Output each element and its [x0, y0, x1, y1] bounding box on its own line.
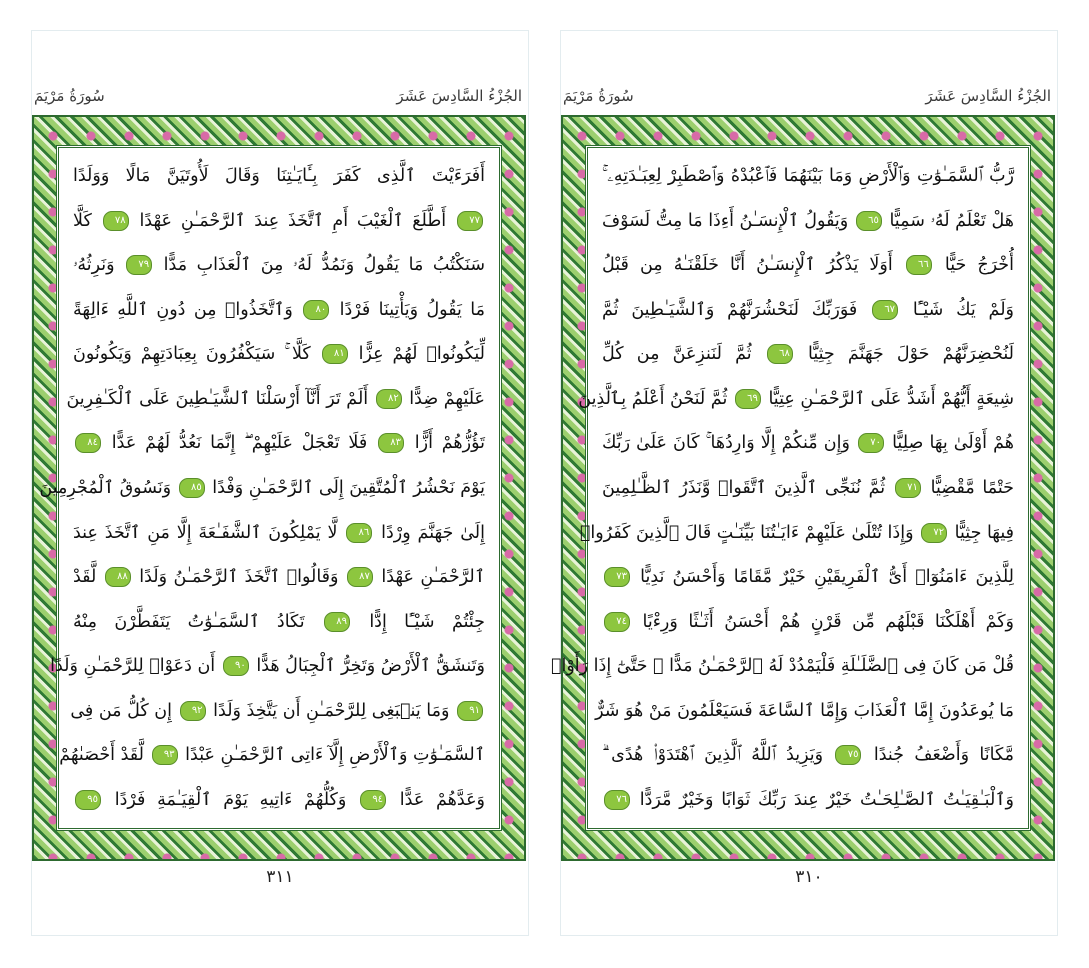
ayah-number-marker: ٧٨	[103, 211, 129, 231]
verse-line	[73, 602, 485, 642]
verse-text: ثُمَّ نُنَجِّى ٱلَّذِينَ ٱتَّقَوا۟ وَّنَذَرُ ٱلظَّـٰلِمِينَ	[602, 477, 886, 498]
verse-text: مَّكَانًا وَأَضْعَفُ جُندًا	[873, 745, 1014, 766]
verse-text: كَلَّا ۚ سَيَكْفُرُونَ بِعِبَادَتِهِمْ وَيَكُونُونَ	[73, 344, 311, 365]
ayah-number-marker: ٧٩	[126, 255, 152, 275]
ayah-number-marker: ٧٧	[457, 211, 483, 231]
verse-line	[73, 334, 485, 374]
ayah-number-marker: ٨٨	[105, 567, 131, 587]
page-number: ٣١١	[266, 867, 294, 887]
verse-text: لَّقَدْ أَحْصَىٰهُمْ	[59, 745, 144, 766]
verse-line	[602, 735, 1014, 775]
text-area	[39, 145, 502, 831]
verse-text: عَلَيْهِمْ ضِدًّا	[409, 388, 485, 409]
verse-text: وَيَزِيدُ ٱللَّهُ ٱلَّذِينَ ٱهْتَدَوْا۟ هُدًى ۗ	[602, 745, 824, 766]
surah-name-header: سُورَةُ مَرْيَمَ	[34, 87, 105, 105]
ornamental-frame	[32, 115, 526, 861]
ayah-number-marker: ٧٦	[604, 790, 630, 810]
verse-text: فَوَرَبِّكَ لَنَحْشُرَنَّهُمْ وَٱلشَّيَـٰطِينَ ثُمَّ	[602, 299, 858, 320]
verse-line	[602, 780, 1014, 820]
verse-text: كَلَّا	[73, 210, 92, 231]
verse-text: شِيعَةٍ أَيُّهُمْ أَشَدُّ عَلَى ٱلرَّحْمَـٰنِ عِتِيًّا	[768, 388, 1014, 409]
juz-header: الجُزْءُ السَّادِسَ عَشَرَ	[925, 87, 1051, 105]
verse-line	[602, 156, 1014, 196]
verse-text: وَنَرِثُهُۥ	[73, 255, 115, 276]
verse-text: إِن كُلُّ مَن فِى	[70, 700, 172, 721]
verse-line	[50, 646, 485, 686]
verse-text: وَٱتَّخَذُوا۟ مِن دُونِ ٱللَّهِ ءَالِهَةً	[73, 299, 293, 320]
verse-text: فِيهَا جِثِيًّا	[954, 522, 1014, 543]
verse-line	[595, 691, 1014, 731]
juz-header: الجُزْءُ السَّادِسَ عَشَرَ	[396, 87, 522, 105]
verse-line	[602, 423, 1014, 463]
verse-text: ثُمَّ لَنَحْنُ أَعْلَمُ بِٱلَّذِينَ	[578, 388, 728, 409]
verse-text: حَتْمًا مَّقْضِيًّا	[930, 477, 1014, 498]
verse-text: ثُمَّ لَنَنزِعَنَّ مِن كُلِّ	[602, 344, 752, 365]
verse-line	[70, 691, 485, 731]
verse-text: لِّيَكُونُوا۟ لَهُمْ عِزًّا	[358, 344, 485, 365]
verse-text: أَن دَعَوْا۟ لِلرَّحْمَـٰنِ وَلَدًا	[50, 656, 216, 677]
verse-line	[73, 423, 485, 463]
ayah-number-marker: ٩٣	[152, 745, 178, 765]
verse-text: قُلْ مَن كَانَ فِى ٱلضَّلَـٰلَةِ فَلْيَمْدُدْ لَهُ ٱلرَّحْمَـٰنُ مَدًّا ۚ حَتَّىٰٓ إِذَا رَأَوْا۟	[550, 656, 1014, 677]
ayah-number-marker: ٩١	[457, 701, 483, 721]
verse-line	[550, 646, 1014, 686]
verse-line	[73, 290, 485, 330]
verse-line	[66, 379, 485, 419]
verse-line	[73, 245, 485, 285]
verse-text: أُخْرَجُ حَيًّا	[944, 255, 1014, 276]
verse-line	[602, 290, 1014, 330]
verse-line	[73, 156, 485, 196]
ayah-number-marker: ٧٠	[858, 433, 884, 453]
ayah-number-marker: ٩٥	[75, 790, 101, 810]
page-header	[561, 81, 1057, 111]
verse-text: وَإِن مِّنكُمْ إِلَّا وَارِدُهَا ۚ كَانَ عَلَىٰ رَبِّكَ	[602, 433, 850, 454]
verse-lines	[39, 156, 485, 820]
verse-text: ٱلسَّمَـٰوَٰتِ وَٱلْأَرْضِ إِلَّآ ءَاتِى ٱلرَّحْمَـٰنِ عَبْدًا	[185, 745, 485, 766]
verse-text: مَا يُوعَدُونَ إِمَّا ٱلْعَذَابَ وَإِمَّا ٱلسَّاعَةَ فَسَيَعْلَمُونَ مَنْ هُوَ شَرٌّ	[595, 700, 1014, 721]
verse-line	[59, 735, 485, 775]
verse-line	[73, 513, 485, 553]
verse-text: لَّا يَمْلِكُونَ ٱلشَّفَـٰعَةَ إِلَّا مَنِ ٱتَّخَذَ عِندَ	[73, 522, 338, 543]
verse-line	[602, 468, 1014, 508]
verse-text: وَكَمْ أَهْلَكْنَا قَبْلَهُم مِّن قَرْنٍ هُمْ أَحْسَنُ أَثَـٰثًا وَرِءْيًا	[642, 611, 1014, 632]
verse-text: لِلَّذِينَ ءَامَنُوٓا۟ أَىُّ ٱلْفَرِيقَيْنِ خَيْرٌ مَّقَامًا وَأَحْسَنُ نَدِيًّا	[640, 567, 1014, 588]
ayah-number-marker: ٧١	[895, 478, 921, 498]
ayah-number-marker: ٧٢	[921, 523, 947, 543]
verse-text: فَلَا تَعْجَلْ عَلَيْهِمْ ۖ إِنَّمَا نَعُدُّ لَهُمْ عَدًّا	[111, 433, 368, 454]
verse-text: تَكَادُ ٱلسَّمَـٰوَٰتُ يَتَفَطَّرْنَ مِنْهُ	[73, 611, 305, 632]
verse-line	[602, 334, 1014, 374]
verse-text: تَؤُزُّهُمْ أَزًّا	[414, 433, 485, 454]
ayah-number-marker: ٩٠	[223, 656, 249, 676]
verse-text: وَنَسُوقُ ٱلْمُجْرِمِينَ	[39, 477, 172, 498]
surah-name-header: سُورَةُ مَرْيَمَ	[563, 87, 634, 105]
ayah-number-marker: ٧٣	[604, 567, 630, 587]
ayah-number-marker: ٦٧	[872, 300, 898, 320]
ayah-number-marker: ٨٩	[324, 612, 350, 632]
ayah-number-marker: ٦٨	[767, 344, 793, 364]
ayah-number-marker: ٨٧	[347, 567, 373, 587]
verse-text: أَوَلَا يَذْكُرُ ٱلْإِنسَـٰنُ أَنَّا خَلَقْنَـٰهُ مِن قَبْلُ	[602, 255, 893, 276]
ayah-number-marker: ٧٤	[604, 612, 630, 632]
verse-line	[39, 468, 485, 508]
ornamental-frame	[550, 115, 1055, 861]
ayah-number-marker: ٨٣	[378, 433, 404, 453]
verse-text: يَوْمَ نَحْشُرُ ٱلْمُتَّقِينَ إِلَى ٱلرَّحْمَـٰنِ وَفْدًا	[212, 477, 485, 498]
verse-line	[73, 557, 485, 597]
ayah-number-marker: ٨٠	[303, 300, 329, 320]
verse-line	[602, 201, 1014, 241]
verse-text: هُمْ أَوْلَىٰ بِهَا صِلِيًّا	[892, 433, 1014, 454]
ayah-number-marker: ٨٢	[376, 389, 402, 409]
verse-text: وَمَا يَنۢبَغِى لِلرَّحْمَـٰنِ أَن يَتَّخِذَ وَلَدًا	[213, 700, 450, 721]
verse-text: أَلَمْ تَرَ أَنَّآ أَرْسَلْنَا ٱلشَّيَـٰطِينَ عَلَى ٱلْكَـٰفِرِينَ	[66, 388, 369, 409]
verse-line	[579, 513, 1014, 553]
text-area	[550, 145, 1031, 831]
ayah-number-marker: ٨٥	[179, 478, 205, 498]
ayah-number-marker: ٦٥	[856, 211, 882, 231]
verse-text: رَّبُّ ٱلسَّمَـٰوَٰتِ وَٱلْأَرْضِ وَمَا بَيْنَهُمَا فَٱعْبُدْهُ وَٱصْطَبِرْ لِعِبَـٰدَتِهِۦ ۚ	[602, 166, 1014, 186]
verse-text: جِئْتُمْ شَيْـًٔا إِدًّا	[369, 611, 485, 632]
verse-text: لَّقَدْ	[73, 567, 97, 588]
verse-text: أَفَرَءَيْتَ ٱلَّذِى كَفَرَ بِـَٔايَـٰتِنَا وَقَالَ لَأُوتَيَنَّ مَالًا وَوَلَدًا	[73, 166, 485, 186]
verse-text: وَكُلُّهُمْ ءَاتِيهِ يَوْمَ ٱلْقِيَـٰمَةِ فَرْدًا	[114, 789, 347, 810]
ayah-number-marker: ٨٤	[75, 433, 101, 453]
verse-text: وَٱلْبَـٰقِيَـٰتُ ٱلصَّـٰلِحَـٰتُ خَيْرٌ عِندَ رَبِّكَ ثَوَابًا وَخَيْرٌ مَّرَدًّا	[639, 789, 1014, 810]
verse-line	[578, 379, 1014, 419]
ayah-number-marker: ٧٥	[835, 745, 861, 765]
verse-line	[602, 557, 1014, 597]
verse-line	[73, 201, 485, 241]
verse-text: إِلَىٰ جَهَنَّمَ وِرْدًا	[381, 522, 485, 543]
verse-line	[602, 602, 1014, 642]
ayah-number-marker: ٩٤	[360, 790, 386, 810]
ayah-number-marker: ٨٦	[346, 523, 372, 543]
verse-text: لَنُحْضِرَنَّهُمْ حَوْلَ جَهَنَّمَ جِثِيًّا	[808, 344, 1014, 365]
verse-text: ٱلرَّحْمَـٰنِ عَهْدًا	[381, 567, 485, 588]
verse-text: وَقَالُوا۟ ٱتَّخَذَ ٱلرَّحْمَـٰنُ وَلَدًا	[139, 567, 339, 588]
verse-text: وَتَنشَقُّ ٱلْأَرْضُ وَتَخِرُّ ٱلْجِبَالُ هَدًّا	[256, 656, 485, 677]
verse-text: وَعَدَّهُمْ عَدًّا	[399, 789, 485, 810]
verse-line	[602, 245, 1014, 285]
verse-text: أَطَّلَعَ ٱلْغَيْبَ أَمِ ٱتَّخَذَ عِندَ ٱلرَّحْمَـٰنِ عَهْدًا	[139, 210, 447, 231]
right-page	[550, 30, 1058, 936]
ayah-number-marker: ٨١	[322, 344, 348, 364]
verse-text: سَنَكْتُبُ مَا يَقُولُ وَنَمُدُّ لَهُۥ مِنَ ٱلْعَذَابِ مَدًّا	[163, 255, 485, 276]
page-header	[32, 81, 528, 111]
verse-text: وَإِذَا تُتْلَىٰ عَلَيْهِمْ ءَايَـٰتُنَا بَيِّنَـٰتٍ قَالَ ٱلَّذِينَ كَفَرُوا۟	[579, 522, 914, 543]
verse-text: وَلَمْ يَكُ شَيْـًٔا	[912, 299, 1014, 320]
verse-text: هَلْ تَعْلَمُ لَهُۥ سَمِيًّا	[889, 210, 1014, 231]
left-page	[31, 30, 529, 936]
verse-line	[73, 780, 485, 820]
verse-text: وَيَقُولُ ٱلْإِنسَـٰنُ أَءِذَا مَا مِتُّ لَسَوْفَ	[602, 210, 849, 231]
verse-lines	[550, 156, 1014, 820]
ayah-number-marker: ٩٢	[180, 701, 206, 721]
verse-text: مَا يَقُولُ وَيَأْتِينَا فَرْدًا	[339, 299, 485, 320]
ayah-number-marker: ٦٦	[906, 255, 932, 275]
page-number: ٣١٠	[795, 867, 823, 887]
ayah-number-marker: ٦٩	[735, 389, 761, 409]
